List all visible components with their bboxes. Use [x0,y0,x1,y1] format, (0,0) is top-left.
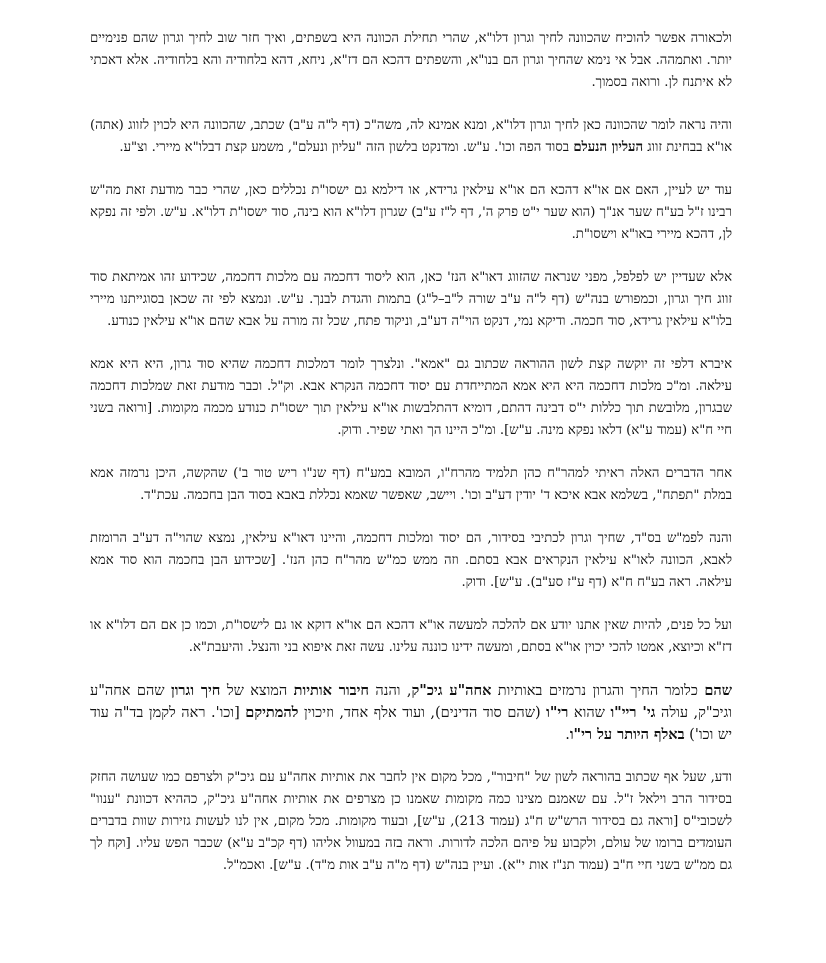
text-run: אלא שעדיין יש לפלפל, מפני שנראה שהזווג דאו"א הנז' כאן, הוא ליסוד דחכמה עם מלכות דחכמה, שכידוע זהו אמיתאת סוד זווג חיך וגרון, וכמפורש בנה"ש (דף ל"ה ע"ב שורה ל"ב–ל"ג) בתמות והגדת לבנך. ע"ש. ונמצא לפי זה שכאן בסוגייתנו מיירי בלו"א עילאין גרידא, סוד חכמה. ודיקא נמי, דנקט הוי"ה דע"ב, וניקוד פתח, שכל זה מורה על אבא שהם או"א עילאין כנודע. [90,270,732,329]
bold-phrase: שהם [704,682,732,699]
bold-phrase: באלף היותר על רי"ו [569,726,685,743]
bold-phrase: העליון הנעלם [573,140,644,155]
text-run: [וכו'. ראה לקמן בד"ה עוד יש וכו') [90,705,732,743]
text-run: בסוד הפה וכו'. ע"ש. ומדנקט בלשון הזה "עליון ונעלם", משמע קצת דבלו"א מיירי. וצ"ע. [119,140,574,155]
paragraph-4 [90,267,732,333]
text-run: (שהם סוד הדינים), ועוד אלף אחד, וזיכוין [298,705,547,721]
text-run: שהוא [568,705,611,721]
paragraph-6 [90,463,732,507]
bold-phrase: חיבור אותיות [293,682,369,699]
paragraph-8 [90,615,732,659]
paragraph-2 [90,115,732,159]
text-run: אחר הדברים האלה ראיתי למהר"ח כהן תלמיד מהרח"ו, המובא במע"ח (דף שנ"ו ריש טור ב') שהקשה, היכן נרמזה אמא במלת "תפתח", בשלמא אבא איכא ד' יודין דע"ב וכו'. ויישב, שאפשר שאמא נכללת באבא בסוד הבן בחכמה. עכת"ד. [90,466,732,503]
paragraph-5 [90,354,732,442]
document-page [90,28,732,898]
bold-phrase: חיך וגרון [171,682,221,699]
paragraph-10 [90,767,732,877]
text-run: והנה לפמ"ש בס"ד, שחיך וגרון לכתיבי בסידור, הם יסוד ומלכות דחכמה, והיינו דאו"א עילאין, נמצא שהוי"ה דע"ב הרומזת לאבא, הכוונה לאו"א עילאין הנקראים אבא בסתם. וזה ממש כמ"ש מהר"ח כהן הנז'. [שכידוע הבן בחכמה הוא סוד אמא עילאה. ראה בע"ח ח"א (דף ע"ז סע"ב). ע"ש]. ודוק. [90,531,732,590]
text-run: ועל כל פנים, להיות שאין אתנו יודע אם להלכה למעשה או"א דהכא הם או"א דוקא או גם לישסו"ת, וכמו כן אם הם דלו"א או דז"א וכיוצא, אמטו להכי יכוין או"א בסתם, ומעשה ידינו כוננה עלינו. עשה זאת איפוא בני והנצל. והיעבת"א. [90,618,732,655]
text-run: המוצא של [220,683,294,699]
bold-phrase: אחה"ע גיכ"ק [411,682,492,699]
bold-phrase: גי' ריי"ו [610,704,656,721]
bold-phrase: להמתיקם [245,704,299,721]
text-run: עוד יש לעיין, האם אם או"א דהכא הם או"א עילאין גרידא, או דילמא גם ישסו"ת נכללים כאן, שהרי כבר מודעת זאת מה"ש רבינו ז"ל בע"ח שער אנ"ך (הוא שער י"ט פרק ה', דף ל"ז ע"ב) שגרון דלו"א הוא בינה, סוד ישסו"ת דלו"א. ע"ש. ולפי זה נפקא לן, דהכא מיירי באו"א וישסו"ת. [90,183,732,242]
paragraph-3 [90,180,732,246]
text-run: . [565,727,570,743]
text-run: ולכאורה אפשר להוכיח שהכוונה לחיך וגרון דלו"א, שהרי תחילת הכוונה היא בשפתים, ואיך חזר שוב לחיך וגרון שהם פנימיים יותר. ואתמהה. אבל אי נימא שהחיך וגרון הם בנו"א, והשפתים דהכא הם דז"א, ניחא, דהא בלחודיה והא בלחודיה. אלא דאכתי לא איתנח לן. ורואה בסמוך. [90,31,732,90]
text-run: איברא דלפי זה יוקשה קצת לשון ההוראה שכתוב גם "אמא". ונלצרך לומר דמלכות דחכמה שהיא סוד גרון, היא היא אמא עילאה. ומ"כ מלכות דחכמה היא היא אמא המתייחדת עם יסוד דחכמה הנקרא אבא. וק"ל. וכבר מודעת זאת שמלכות דחכמה שבגרון, מלובשת תוך כללות י"ס דבינה דהתם, דומיא דהתלבשות או"א עילאין תוך ישסו"ת כנודע מכמה מקומות. [ורואה בשני חיי ח"א (עמוד ע"א) דלאו נפקא מינה. ע"ש]. ומ"כ היינו הך ואתי שפיר. ודוק. [90,357,732,438]
text-run: והיה נראה לומר שהכוונה כאן לחיך וגרון דלו"א, ומנא אמינא לה, משה"כ (דף ל"ה ע"ב) שכתב, שהכוונה היא לכוין לזווג (אתה) או"א בבחינת זווג [90,118,732,155]
text-run: כלומר החיך והגרון נרמזים באותיות [491,683,705,699]
text-run: ודע, שעל אף שכתוב בהוראה לשון של "חיבור", מכל מקום אין לחבר את אותיות אחה"ע עם גיכ"ק ולצרפם כמו שעושה החזק בסידור הרב וילאל ז"ל. עם שאמנם מצינו כמה מקומות שאמנו כן מצרפים את אותיות אחה"ע גיכ"ק, כההיא דכוונת "ענוו" לשכובי"ס [וראה גם בסידור הרש"ש ח"ג (עמוד 213), ע"ש], ובעוד מקומות. מכל מקום, אין לנו לעשות גזירות שוות בדברים העומדים ברומו של עולם, ולקבוע על פיהם הלכה לדורות. וראה בזה במעוול אליהו (דף קכ"ב ע"א) שכבר הפש עליו. [וקח לך גם ממ"ש בשני חיי ח"ב (עמוד תנ"ז אות י"א). ועיין בנה"ש (דף מ"ה ע"ב אות מ"ד). ע"ש]. ואכמ"ל. [90,770,732,873]
paragraph-1 [90,28,732,94]
paragraph-7 [90,528,732,594]
bold-phrase: רי"ו [546,704,569,721]
text-run: , והנה [368,683,412,699]
text-run: שהם אחה"ע וגיכ"ק, עולה [90,683,732,721]
paragraph-9 [90,680,732,746]
